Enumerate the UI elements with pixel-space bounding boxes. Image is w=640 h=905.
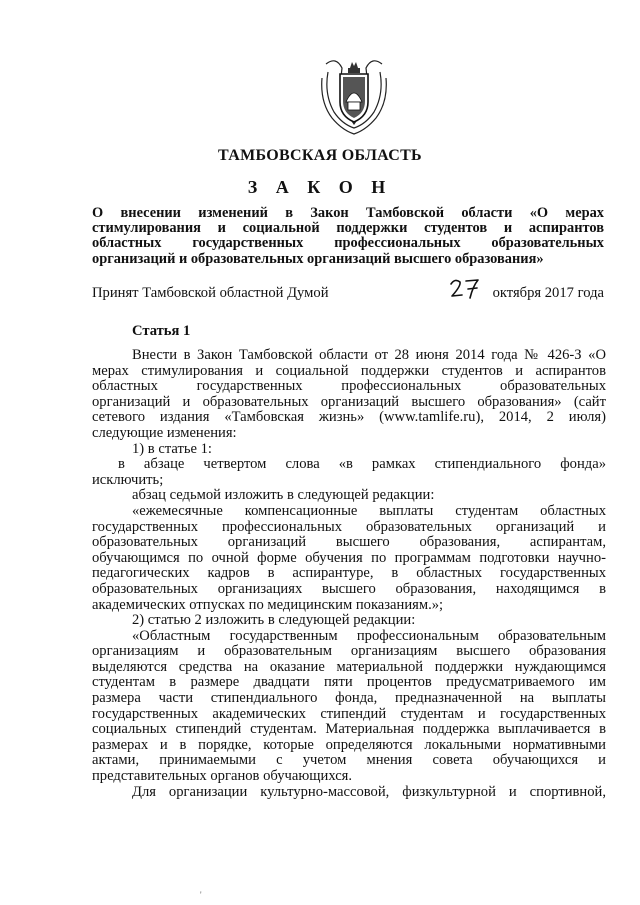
article-title: Статья 1 <box>132 323 191 339</box>
text-line: социальных стипендий студентам. Материальная поддержка выплачивается в <box>92 721 606 738</box>
text-line: педагогических кадров в аспирантуре, в областных государственных <box>92 565 606 582</box>
text-line: «Областным государственным профессиональным образовательным <box>132 627 606 644</box>
text-line: «ежемесячные компенсационные выплаты студентам областных <box>132 502 606 519</box>
adopted-by: Принят Тамбовской областной Думой <box>92 285 329 301</box>
document-type: З А К О Н <box>247 177 393 197</box>
text-line: исключить; <box>92 471 164 488</box>
text-line: сетевого издания «Тамбовская жизнь» (www.tamlife.ru), 2014, 2 июля) <box>92 409 606 426</box>
text-line: государственных профессиональных образовательных организаций и <box>92 518 606 535</box>
text-line: Внести в Закон Тамбовской области от 28 июня 2014 года № 426-З «О <box>132 347 606 363</box>
text-line: образовательных организаций высшего образования, аспирантам, <box>92 534 606 551</box>
law-title-line: стимулирования и социальной поддержки студентов и аспирантов <box>92 220 604 237</box>
text-line: областных государственных профессиональных образовательных <box>92 378 606 395</box>
text-line: абзац седьмой изложить в следующей редакции: <box>132 487 435 504</box>
law-title <box>92 206 604 267</box>
law-title-line: организаций и образовательных организаций высшего образования» <box>92 250 544 267</box>
text-line: 1) в статье 1: <box>132 440 212 457</box>
text-line: Для организации культурно-массовой, физкультурной и спортивной, <box>132 783 606 800</box>
region-name: ТАМБОВСКАЯ ОБЛАСТЬ <box>218 147 422 164</box>
text-line: мерах стимулирования и социальной поддержки студентов и аспирантов <box>92 362 606 379</box>
law-title-line: областных государственных профессиональных образовательных <box>92 235 604 252</box>
text-line: образовательных организациях высшего образования, находящимся в <box>92 580 606 597</box>
text-line: актами, принимаемыми с учетом мнения совета обучающихся и <box>92 752 606 769</box>
text-line: обучающимся по очной форме обучения по программам подготовки научно- <box>92 549 606 566</box>
article-body <box>92 348 606 800</box>
text-line: студентам в размере двадцати пяти процентов предусматриваемого им <box>92 674 606 691</box>
adopted-date: октября 2017 года <box>492 285 604 301</box>
text-line: следующие изменения: <box>92 424 237 441</box>
text-line: 2) статью 2 изложить в следующей редакции: <box>132 612 416 629</box>
scan-speck: ' <box>200 890 202 900</box>
text-line: в абзаце четвертом слова «в рамках стипендиального фонда» <box>118 456 606 473</box>
text-line: размерах и в порядке, которые определяются локальными нормативными <box>92 736 606 753</box>
handwritten-day-number <box>448 276 484 302</box>
coat-of-arms-emblem <box>318 58 390 136</box>
text-line: организаций и образовательных организаций высшего образования» (сайт <box>92 393 606 410</box>
law-title-line: О внесении изменений в Закон Тамбовской области «О мерах <box>92 205 604 221</box>
text-line: академических отпусках по медицинским показаниям.»; <box>92 596 444 613</box>
text-line: государственных академических стипендий студентам и государственных <box>92 705 606 722</box>
text-line: представительных органов обучающихся. <box>92 768 353 785</box>
text-line: организациям и образовательным организациям высшего образования <box>92 643 606 660</box>
text-line: выделяются средства на оказание материальной поддержки нуждающимся <box>92 658 606 675</box>
text-line: размера части стипендиального фонда, предназначенной на выплаты <box>92 690 606 707</box>
